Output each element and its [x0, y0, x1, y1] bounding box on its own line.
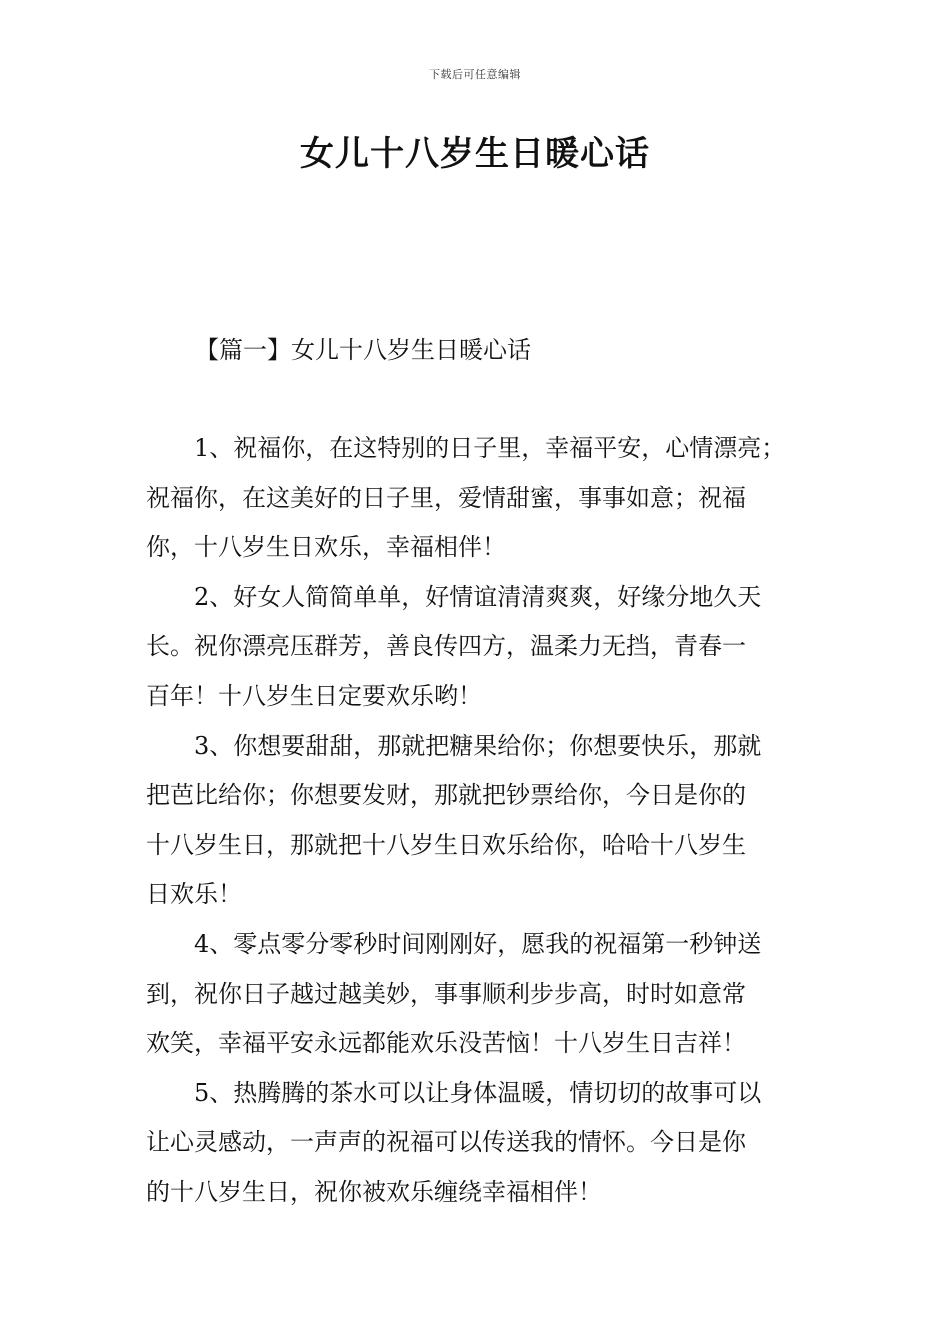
text-line: 日欢乐！ — [146, 880, 242, 909]
paragraph-1 — [146, 424, 810, 573]
document-title: 女儿十八岁生日暖心话 — [300, 134, 650, 174]
header-note: 下载后可任意编辑 — [429, 68, 521, 81]
document-body — [146, 424, 810, 1218]
text-line: 把芭比给你；你想要发财，那就把钞票给你，今日是你的 — [146, 781, 746, 810]
text-line: 让心灵感动，一声声的祝福可以传送我的情怀。今日是你 — [146, 1128, 746, 1157]
text-line: 到，祝你日子越过越美妙，事事顺利步步高，时时如意常 — [146, 979, 746, 1008]
text-line: 1、祝福你，在这特别的日子里，幸福平安，心情漂亮； — [194, 434, 786, 462]
text-line: 欢笑，幸福平安永远都能欢乐没苦恼！十八岁生日吉祥！ — [146, 1029, 746, 1058]
text-line: 你，十八岁生日欢乐，幸福相伴！ — [146, 533, 506, 562]
text-line: 3、你想要甜甜，那就把糖果给你；你想要快乐，那就 — [194, 731, 762, 760]
text-line: 百年！十八岁生日定要欢乐哟！ — [146, 681, 482, 710]
paragraph-4 — [146, 920, 810, 1069]
text-line: 4、零点零分零秒时间刚刚好，愿我的祝福第一秒钟送 — [194, 929, 762, 958]
text-line: 2、好女人简简单单，好情谊清清爽爽，好缘分地久天 — [194, 582, 762, 611]
text-line: 长。祝你漂亮压群芳，善良传四方，温柔力无挡，青春一 — [146, 632, 746, 661]
paragraph-3 — [146, 722, 810, 920]
paragraph-2 — [146, 573, 810, 722]
text-line: 5、热腾腾的茶水可以让身体温暖，情切切的故事可以 — [194, 1078, 762, 1107]
text-line: 祝福你，在这美好的日子里，爱情甜蜜，事事如意；祝福 — [146, 483, 746, 512]
text-line: 的十八岁生日，祝你被欢乐缠绕幸福相伴！ — [146, 1177, 602, 1206]
text-line: 十八岁生日，那就把十八岁生日欢乐给你，哈哈十八岁生 — [146, 830, 746, 859]
section-heading: 【篇一】女儿十八岁生日暖心话 — [195, 336, 531, 364]
paragraph-5 — [146, 1069, 810, 1218]
